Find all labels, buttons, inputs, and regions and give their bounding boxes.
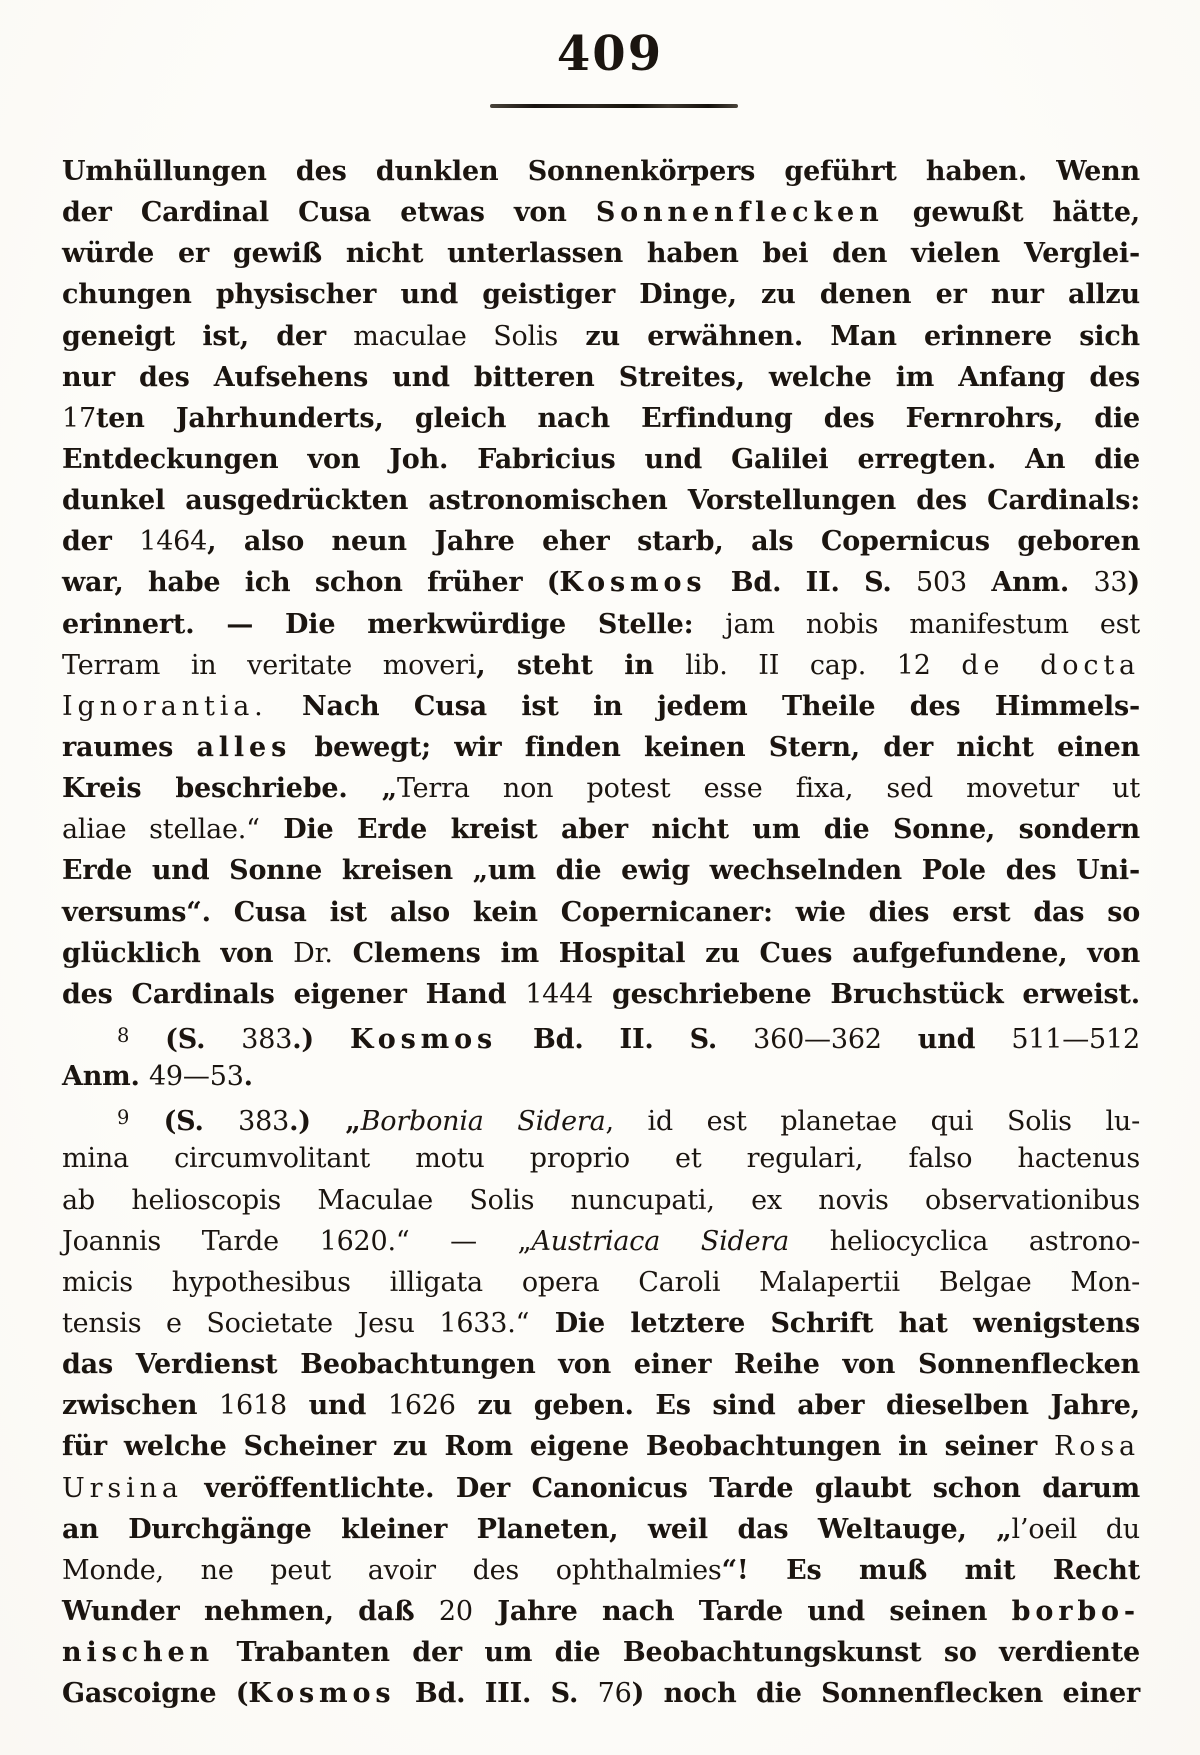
text-segment: 20 [438, 1595, 473, 1627]
text-line [62, 274, 1140, 315]
text-segment: ten Jahrhunderts, gleich nach Erfindung des Fernrohrs, die [95, 402, 1140, 434]
text-segment: zwischen [62, 1390, 220, 1422]
text-line [62, 1138, 1140, 1179]
text-line [62, 604, 1140, 645]
text-segment: Joannis Tarde 1620.“ — „ [62, 1225, 532, 1257]
text-line [62, 1591, 1140, 1632]
text-segment: alles [196, 731, 292, 763]
text-segment: . [243, 1061, 253, 1093]
text-segment: und [286, 1390, 388, 1422]
text-segment: Bd. II. S. [706, 567, 917, 599]
text-segment: .) [292, 1024, 350, 1056]
text-segment: der Cardinal Cusa etwas von [62, 197, 596, 229]
text-segment: Die letztere Schrift hat wenigstens [529, 1307, 1140, 1339]
text-segment: 33 [1093, 567, 1128, 599]
text-segment: borbo- [1011, 1595, 1140, 1627]
text-segment: (S. [129, 1106, 239, 1138]
text-segment: Anm. [62, 1061, 149, 1093]
text-segment: 76 [597, 1678, 632, 1710]
text-segment: tensis e Societate Jesu 1633.“ [62, 1307, 530, 1339]
text-segment: Austriaca Sidera [531, 1225, 790, 1257]
text-segment: nischen [62, 1637, 214, 1669]
text-segment: Sonnenflecken [595, 197, 884, 229]
text-segment: an Durchgänge kleiner Planeten, weil das Weltauge, „ [62, 1513, 1012, 1545]
text-line [62, 974, 1140, 1015]
text-segment: Die Erde kreist aber nicht um die Sonne, sondern [259, 814, 1140, 846]
text-segment: geschriebene Bruchstück erweist. [593, 978, 1140, 1010]
text-line [62, 398, 1140, 439]
text-segment: Terra non potest esse fixa, sed movetur ut [396, 773, 1140, 805]
text-segment: Terram in veritate moveri [62, 649, 477, 681]
text-segment: micis hypothesibus illigata opera Caroli Malapertii Belgae Mon- [62, 1266, 1140, 1298]
text-line [62, 850, 1140, 891]
text-segment: Borbonia Sidera [360, 1106, 606, 1138]
text-line [62, 316, 1140, 357]
text-segment: 1618 [219, 1390, 287, 1422]
text-segment: des Cardinals eigener Hand [62, 978, 526, 1010]
text-line [62, 151, 1140, 192]
text-segment: gewußt hätte, [883, 197, 1141, 229]
text-segment: für welche Scheiner zu Rom eigene Beobachtungen in seiner [62, 1431, 1055, 1463]
text-segment: 9 [117, 1106, 130, 1130]
text-line [62, 1550, 1140, 1591]
text-segment: aliae stellae.“ [62, 814, 260, 846]
text-line [62, 727, 1140, 768]
text-segment: zu geben. Es sind aber dieselben Jahre, [455, 1390, 1140, 1422]
text-line [62, 686, 1140, 727]
text-segment: glücklich von [62, 937, 294, 969]
text-segment: Jahre nach Tarde und seinen [472, 1595, 1012, 1627]
text-segment: chungen physischer und geistiger Dinge, zu denen er nur allzu [62, 279, 1140, 311]
text-segment: 1444 [525, 978, 594, 1010]
text-segment: geneigt ist, der [62, 320, 354, 352]
text-segment: 17 [62, 402, 96, 434]
text-segment: 1464 [139, 526, 208, 558]
text-segment: 1626 [387, 1390, 456, 1422]
text-segment: “! Es muß mit Recht [721, 1554, 1140, 1586]
text-segment: .) „ [289, 1106, 361, 1138]
text-segment: Rosa [1054, 1431, 1140, 1463]
text-segment: Kosmos [248, 1678, 396, 1710]
text-segment: 8 [117, 1023, 130, 1047]
text-line [62, 480, 1140, 521]
text-segment: Kosmos [350, 1024, 498, 1056]
text-line [62, 1385, 1140, 1426]
text-segment: (S. [129, 1024, 242, 1056]
text-segment: erinnert. — Die merkwürdige Stelle: [62, 608, 726, 640]
text-segment: Nach Cusa ist in jedem Theile des Himmels- [267, 690, 1140, 722]
text-block [62, 151, 1140, 1714]
text-segment: bewegt; wir finden keinen Stern, der nicht einen [291, 731, 1140, 763]
text-line [62, 1097, 1140, 1138]
text-segment: raumes [62, 731, 197, 763]
text-segment: , steht in [476, 649, 686, 681]
text-segment: mina circumvolitant motu proprio et regulari, falso hactenus [62, 1143, 1140, 1175]
text-segment: 49—53 [148, 1061, 244, 1093]
text-line [62, 439, 1140, 480]
text-segment: Entdeckungen von Joh. Fabricius und Galilei erregten. An die [62, 443, 1140, 475]
text-segment: Kreis beschriebe. „ [62, 773, 397, 805]
text-segment: Wunder nehmen, daß [62, 1595, 439, 1627]
header-rule [490, 104, 738, 108]
text-line [62, 1632, 1140, 1673]
text-line [62, 192, 1140, 233]
text-line [62, 645, 1140, 686]
text-segment: Umhüllungen des dunklen Sonnenkörpers geführt haben. Wenn [62, 156, 1140, 187]
text-line [62, 1180, 1140, 1221]
page-number: 409 [556, 26, 664, 82]
text-segment: Bd. II. S. [497, 1024, 754, 1056]
text-line [62, 1426, 1140, 1467]
text-segment: war, habe ich schon früher ( [62, 567, 560, 599]
text-segment: versums“. Cusa ist also kein Copernicaner: wie dies erst das so [62, 896, 1140, 928]
text-segment: Anm. [966, 567, 1094, 599]
text-segment: Dr. [293, 937, 333, 969]
text-segment: der [62, 526, 140, 558]
text-segment: ) [1127, 567, 1140, 599]
text-segment: das Verdienst Beobachtungen von einer Reihe von Sonnenflecken [62, 1349, 1140, 1381]
text-segment: 383 [241, 1024, 293, 1056]
text-line [62, 1262, 1140, 1303]
text-line [62, 1015, 1140, 1056]
text-line [62, 233, 1140, 274]
text-line [62, 768, 1140, 809]
text-line [62, 1468, 1140, 1509]
text-line [62, 1303, 1140, 1344]
text-segment: veröffentlichte. Der Canonicus Tarde glaubt schon darum [182, 1472, 1140, 1504]
text-segment: 511—512 [1011, 1024, 1140, 1056]
text-segment: ) noch die Sonnenflecken einer [631, 1678, 1141, 1710]
text-segment: Clemens im Hospital zu Cues aufgefundene, von [332, 937, 1141, 969]
text-segment: Gascoigne ( [62, 1678, 249, 1710]
text-line [62, 521, 1140, 562]
text-segment: dunkel ausgedrückten astronomischen Vorstellungen des Cardinals: [62, 485, 1140, 517]
text-line [62, 1509, 1140, 1550]
text-line [62, 1344, 1140, 1385]
text-segment: 360—362 [753, 1024, 882, 1056]
text-segment: de docta [961, 649, 1140, 681]
text-segment: lib. II cap. 12 [685, 649, 962, 681]
text-line [62, 1673, 1140, 1714]
text-segment: Erde und Sonne kreisen „um die ewig wechselnden Pole des Uni- [62, 855, 1140, 887]
text-segment: zu erwähnen. Man erinnere sich [558, 320, 1140, 352]
text-segment: jam nobis manifestum est [725, 608, 1140, 640]
text-segment: Bd. III. S. [395, 1678, 598, 1710]
text-line [62, 892, 1140, 933]
text-segment: und [881, 1024, 1012, 1056]
text-line [62, 809, 1140, 850]
text-segment: 383 [238, 1106, 290, 1138]
text-segment: ab helioscopis Maculae Solis nuncupati, ex novis observationibus [62, 1184, 1140, 1216]
text-line [62, 357, 1140, 398]
text-segment: 503 [916, 567, 967, 599]
text-line [62, 562, 1140, 603]
text-segment: , also neun Jahre eher starb, als Copernicus geboren [207, 526, 1140, 558]
text-segment: Ursina [62, 1472, 183, 1504]
text-segment: nur des Aufsehens und bitteren Streites, welche im Anfang des [62, 361, 1140, 393]
text-segment: würde er gewiß nicht unterlassen haben bei den vielen Verglei- [62, 238, 1140, 270]
text-segment: Trabanten der um die Beobachtungskunst so verdiente [214, 1637, 1140, 1669]
text-segment: maculae Solis [353, 320, 559, 352]
text-segment: l’oeil du [1011, 1513, 1140, 1545]
text-segment: Kosmos [559, 567, 707, 599]
text-line [62, 933, 1140, 974]
text-line [62, 1056, 1140, 1097]
text-segment: , id est planetae qui Solis lu- [605, 1106, 1140, 1138]
text-segment: heliocyclica astrono- [789, 1225, 1141, 1257]
text-segment: Monde, ne peut avoir des ophthalmies [62, 1554, 722, 1586]
text-segment: Ignorantia. [62, 690, 268, 722]
text-line [62, 1221, 1140, 1262]
